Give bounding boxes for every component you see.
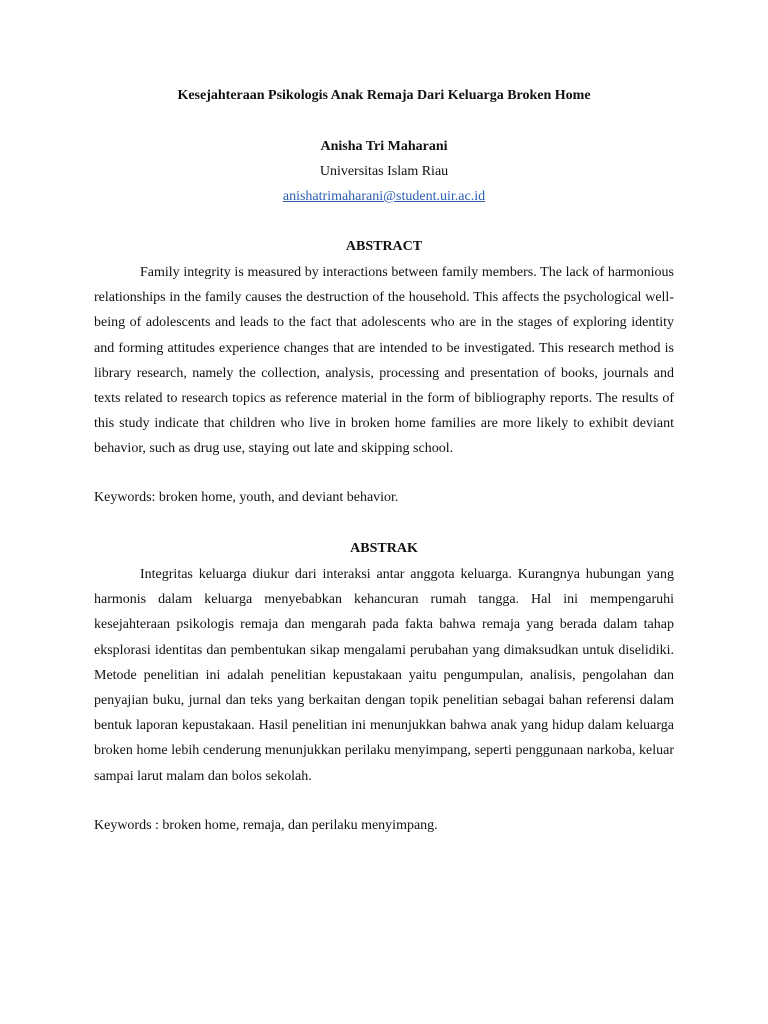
abstrak-body: Integritas keluarga diukur dari interaksi antar anggota keluarga. Kurangnya hubungan yang harmonis dalam keluarga menyebabkan kehancuran rumah tangga. Hal ini mempengaruhi kesejahteraan psikologis remaja dan mengarah pada fakta bahwa remaja yang berada dalam tahap eksplorasi identitas dan pembentukan sikap mengalami perubahan yang dimaksudkan untuk diselidiki. Metode penelitian ini adalah penelitian kepustakaan yaitu pengumpulan, analisis, pengolahan dan penyajian buku, jurnal dan teks yang berkaitan dengan topik penelitian sebagai bahan referensi dalam bentuk laporan kepustakaan. Hasil penelitian ini menunjukkan bahwa anak yang hidup dalam keluarga broken home lebih cenderung menunjukkan perilaku menyimpang, seperti penggunaan narkoba, keluar sampai larut malam dan bolos sekolah. — [94, 567, 674, 784]
abstrak-heading: ABSTRAK — [350, 541, 418, 556]
abstract-body: Family integrity is measured by interactions between family members. The lack of harmonious relationships in the family causes the destruction of the household. This affects the psychological well-being of adolescents and leads to the fact that adolescents who are in the stages of exploring identity and forming attitudes experience changes that are intended to be investigated. This research method is library research, namely the collection, analysis, processing and presentation of books, journals and texts related to research topics as reference material in the form of bibliography reports. The results of this study indicate that children who live in broken home families are more likely to exhibit deviant behavior, such as drug use, staying out late and skipping school. — [94, 265, 674, 457]
abstrak-keywords: Keywords : broken home, remaja, dan perilaku menyimpang. — [94, 818, 438, 833]
abstract-heading: ABSTRACT — [345, 239, 423, 254]
email-link[interactable]: anishatrimaharani@student.uir.ac.id — [282, 189, 486, 204]
abstract-keywords: Keywords: broken home, youth, and deviant behavior. — [94, 490, 399, 505]
author-email — [0, 187, 768, 207]
paper-title: Kesejahteraan Psikologis Anak Remaja Dari Keluarga Broken Home — [177, 88, 591, 103]
author-affiliation: Universitas Islam Riau — [319, 164, 449, 179]
author-name: Anisha Tri Maharani — [320, 139, 448, 154]
